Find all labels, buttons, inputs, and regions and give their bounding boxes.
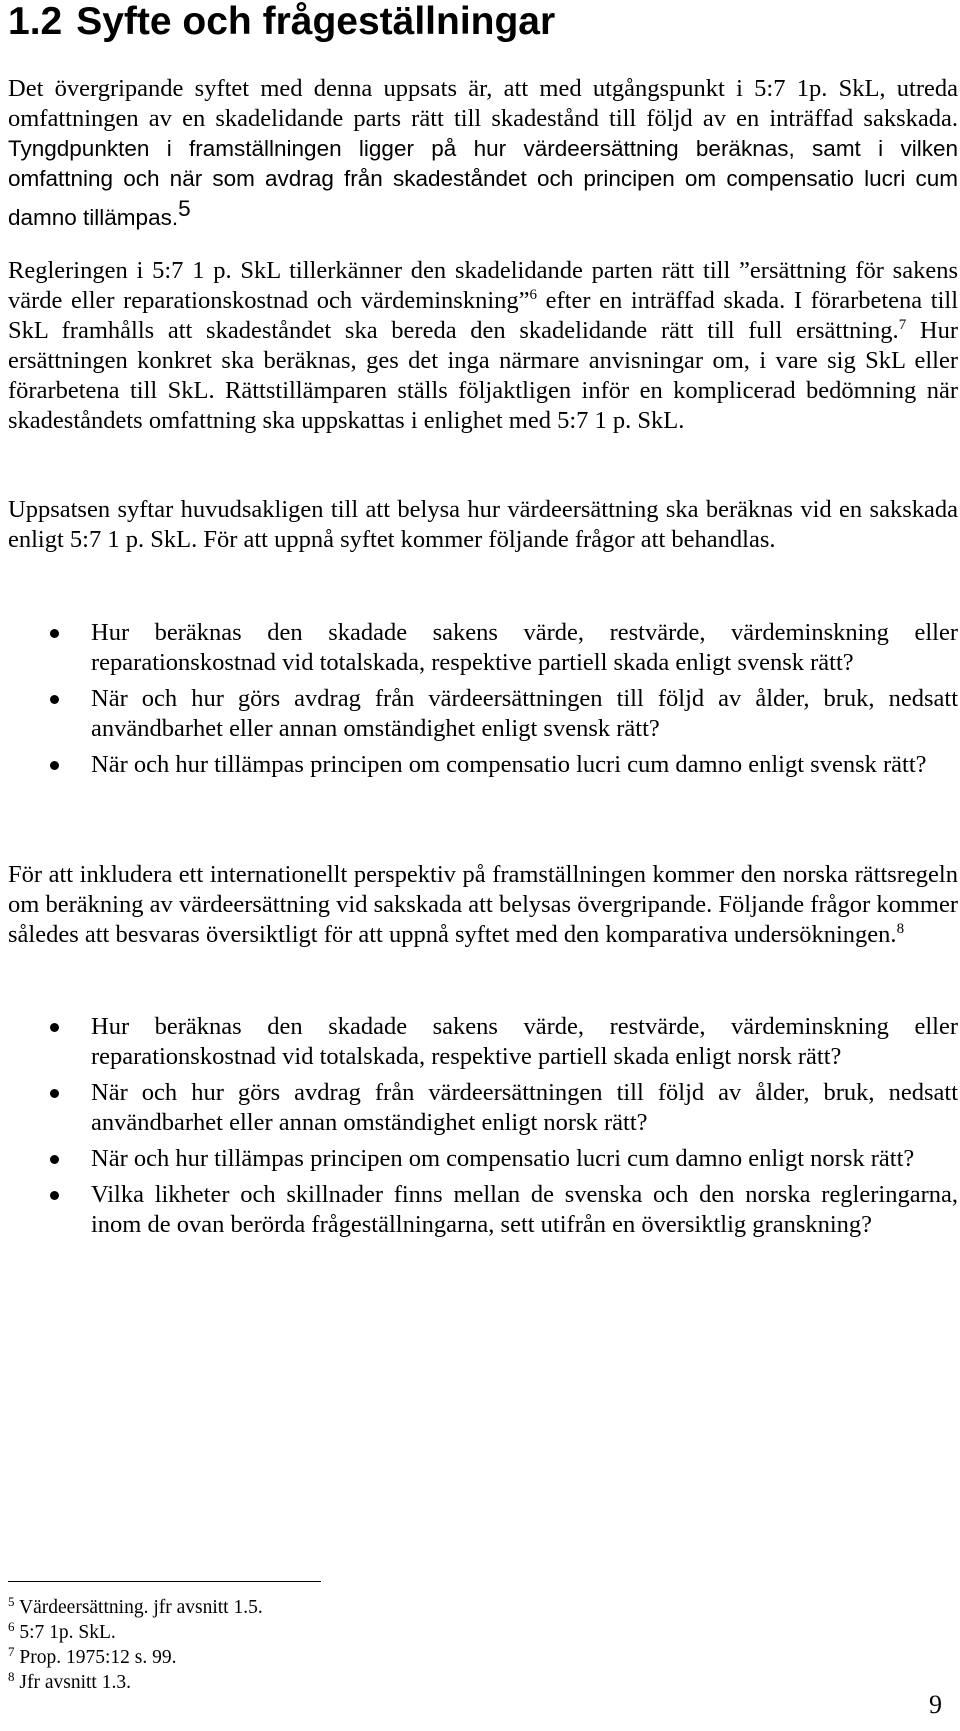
footnote: $^5$ Värdeersättning. jfr avsnitt 1.5. — [8, 1594, 263, 1618]
bullet-icon — [50, 1089, 59, 1098]
question-list-norwegian — [8, 1012, 958, 1246]
paragraph-text: Det övergripande syftet med denna uppsats är, att med utgångspunkt i 5:7 1p. SkL, utreda omfattningen av en skadelidande parts rätt till skadestånd till följd av en inträffad sakskada. — [8, 75, 958, 132]
list-item: När och hur tillämpas principen om compensatio lucri cum damno enligt svensk rätt? — [8, 750, 958, 780]
list-item: När och hur görs avdrag från värdeersättningen till följd av ålder, bruk, nedsatt användbarhet eller annan omständighet enligt norsk rätt? — [8, 1078, 958, 1138]
paragraph-aim — [8, 495, 958, 555]
bullet-icon — [50, 629, 59, 638]
list-item: Hur beräknas den skadade sakens värde, restvärde, värdeminskning eller reparationskostnad vid totalskada, respektive partiell skada enligt svensk rätt? — [8, 618, 958, 678]
paragraph-text: För att inkludera ett internationellt perspektiv på framställningen kommer den norska rättsregeln om beräkning av värdeersättning vid sakskada att belysas övergripande. Följande frågor kommer således att besvaras översiktligt för att uppnå syftet med den komparativa undersökningen. — [8, 861, 958, 948]
list-item: Vilka likheter och skillnader finns mellan de svenska och den norska regleringarna, inom de ovan berörda frågeställningarna, sett utifrån en översiktlig granskning? — [8, 1180, 958, 1240]
footnote-divider — [8, 1581, 321, 1582]
paragraph-text: Regleringen i 5:7 1 p. SkL tillerkänner den skadelidande parten rätt till ”ersättning för sakens värde eller reparationskostnad och värdeminskning” — [8, 257, 958, 314]
section-number: 1.2 — [8, 0, 63, 43]
paragraph-text: efter en inträffad skada. I förarbetena till SkL framhålls att skadeståndet ska bereda den skadelidande rätt till full ersättning. — [8, 287, 959, 344]
page-number: 9 — [929, 1690, 942, 1719]
bullet-icon — [50, 695, 59, 704]
footnote-ref: 6 — [529, 287, 538, 303]
list-item: När och hur tillämpas principen om compensatio lucri cum damno enligt norsk rätt? — [8, 1144, 958, 1174]
paragraph-regulation — [8, 256, 958, 436]
bullet-icon — [50, 1023, 59, 1032]
footnote: $^8$ Jfr avsnitt 1.3. — [8, 1669, 131, 1693]
section-title: Syfte och frågeställningar — [76, 0, 556, 43]
footnote: $^7$ Prop. 1975:12 s. 99. — [8, 1644, 177, 1668]
paragraph-purpose — [8, 74, 958, 233]
footnote-ref: 5 — [178, 196, 191, 221]
list-item: När och hur görs avdrag från värdeersättningen till följd av ålder, bruk, nedsatt användbarhet eller annan omständighet enligt svensk rätt? — [8, 684, 958, 744]
paragraph-text: Hur ersättningen konkret ska beräknas, ges det inga närmare anvisningar om, i vare sig SkL eller förarbetena till SkL. Rättstillämparen ställs följaktligen inför en komplicerad bedömning när skadeståndets omfattning ska uppskattas i enlighet med 5:7 1 p. SkL. — [8, 317, 958, 434]
paragraph-text-sans: Tyngdpunkten i framställningen ligger på hur värdeersättning beräknas, samt i vilken omfattning och när som avdrag från skadeståndet och principen om compensatio lucri cum damno tillämpas. — [8, 136, 958, 230]
question-list-swedish — [8, 618, 958, 786]
paragraph-comparative — [8, 860, 958, 950]
bullet-icon — [50, 1191, 59, 1200]
list-item: Hur beräknas den skadade sakens värde, restvärde, värdeminskning eller reparationskostnad vid totalskada, respektive partiell skada enligt norsk rätt? — [8, 1012, 958, 1072]
paragraph-text: Uppsatsen syftar huvudsakligen till att belysa hur värdeersättning ska beräknas vid en sakskada enligt 5:7 1 p. SkL. För att uppnå syftet kommer följande frågor att behandlas. — [8, 496, 958, 553]
bullet-icon — [50, 761, 59, 770]
document-page — [8, 0, 960, 1731]
footnote: $^6$ 5:7 1p. SkL. — [8, 1619, 116, 1643]
footnotes — [8, 1595, 263, 1695]
footnote-ref: 8 — [896, 921, 905, 937]
bullet-icon — [50, 1155, 59, 1164]
footnote-ref: 7 — [898, 317, 907, 333]
section-heading — [8, 0, 555, 44]
